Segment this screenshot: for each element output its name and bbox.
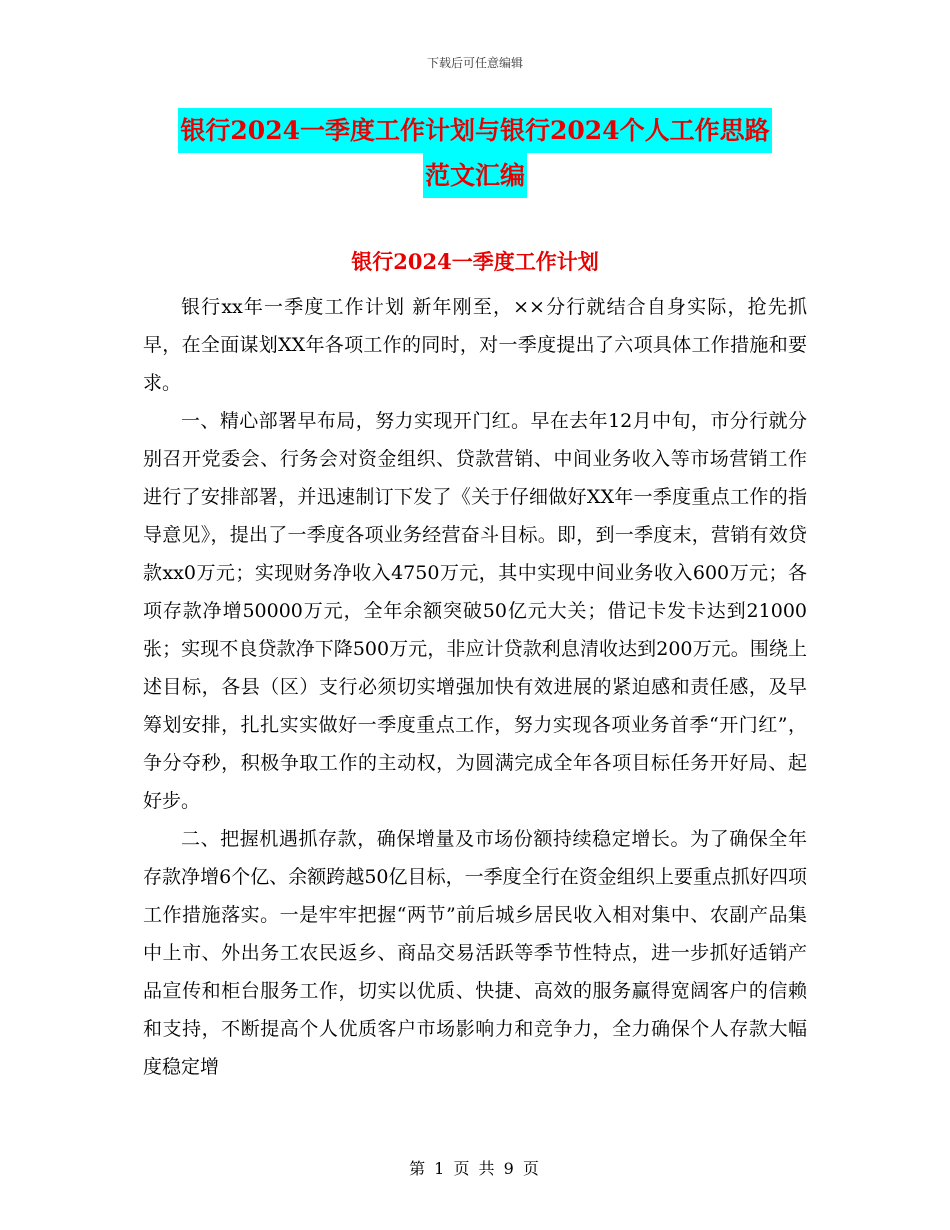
paragraph-intro: 银行xx年一季度工作计划 新年刚至，××分行就结合自身实际，抢先抓早，在全面谋划XX年各项工作的同时，对一季度提出了六项具体工作措施和要求。: [143, 296, 807, 394]
header-note: 下载后可任意编辑: [426, 56, 523, 70]
paragraph-section-1: 一、精心部署早布局，努力实现开门红。早在去年12月中旬，市分行就分别召开党委会、行务会对资金组织、贷款营销、中间业务收入等市场营销工作进行了安排部署，并迅速制订下发了《关于仔细做好XX年一季度重点工作的指导意见》，提出了一季度各项业务经营奋斗目标。即，到一季度末，营销有效贷款xx0万元；实现财务净收入4750万元，其中实现中间业务收入600万元；各项存款净增50000万元，全年余额突破50亿元大关；借记卡发卡达到21000张；实现不良贷款净下降500万元，非应计贷款利息清收达到200万元。围绕上述目标，各县（区）支行必须切实增强加快有效进展的紧迫感和责任感，及早筹划安排，扎扎实实做好一季度重点工作，努力实现各项业务首季“开门红”，争分夺秒，积极争取工作的主动权，为圆满完成全年各项目标任务开好局、起好步。: [143, 410, 807, 812]
document-title-line-2: 范文汇编: [423, 153, 527, 198]
page-number-footer: 第 1 页 共 9 页: [409, 1159, 541, 1178]
document-title: [0, 108, 950, 198]
document-title-line-1: 银行2024一季度工作计划与银行2024个人工作思路: [178, 108, 771, 153]
section-title: 银行2024一季度工作计划: [351, 249, 599, 274]
document-body: [143, 288, 807, 1086]
paragraph-section-2: 二、把握机遇抓存款，确保增量及市场份额持续稳定增长。为了确保全年存款净增6个亿、余额跨越50亿目标，一季度全行在资金组织上要重点抓好四项工作措施落实。一是牢牢把握“两节”前后城乡居民收入相对集中、农副产品集中上市、外出务工农民返乡、商品交易活跃等季节性特点，进一步抓好适销产品宣传和柜台服务工作，切实以优质、快捷、高效的服务赢得宽阔客户的信赖和支持，不断提高个人优质客户市场影响力和竞争力，全力确保个人存款大幅度稳定增: [143, 828, 807, 1078]
